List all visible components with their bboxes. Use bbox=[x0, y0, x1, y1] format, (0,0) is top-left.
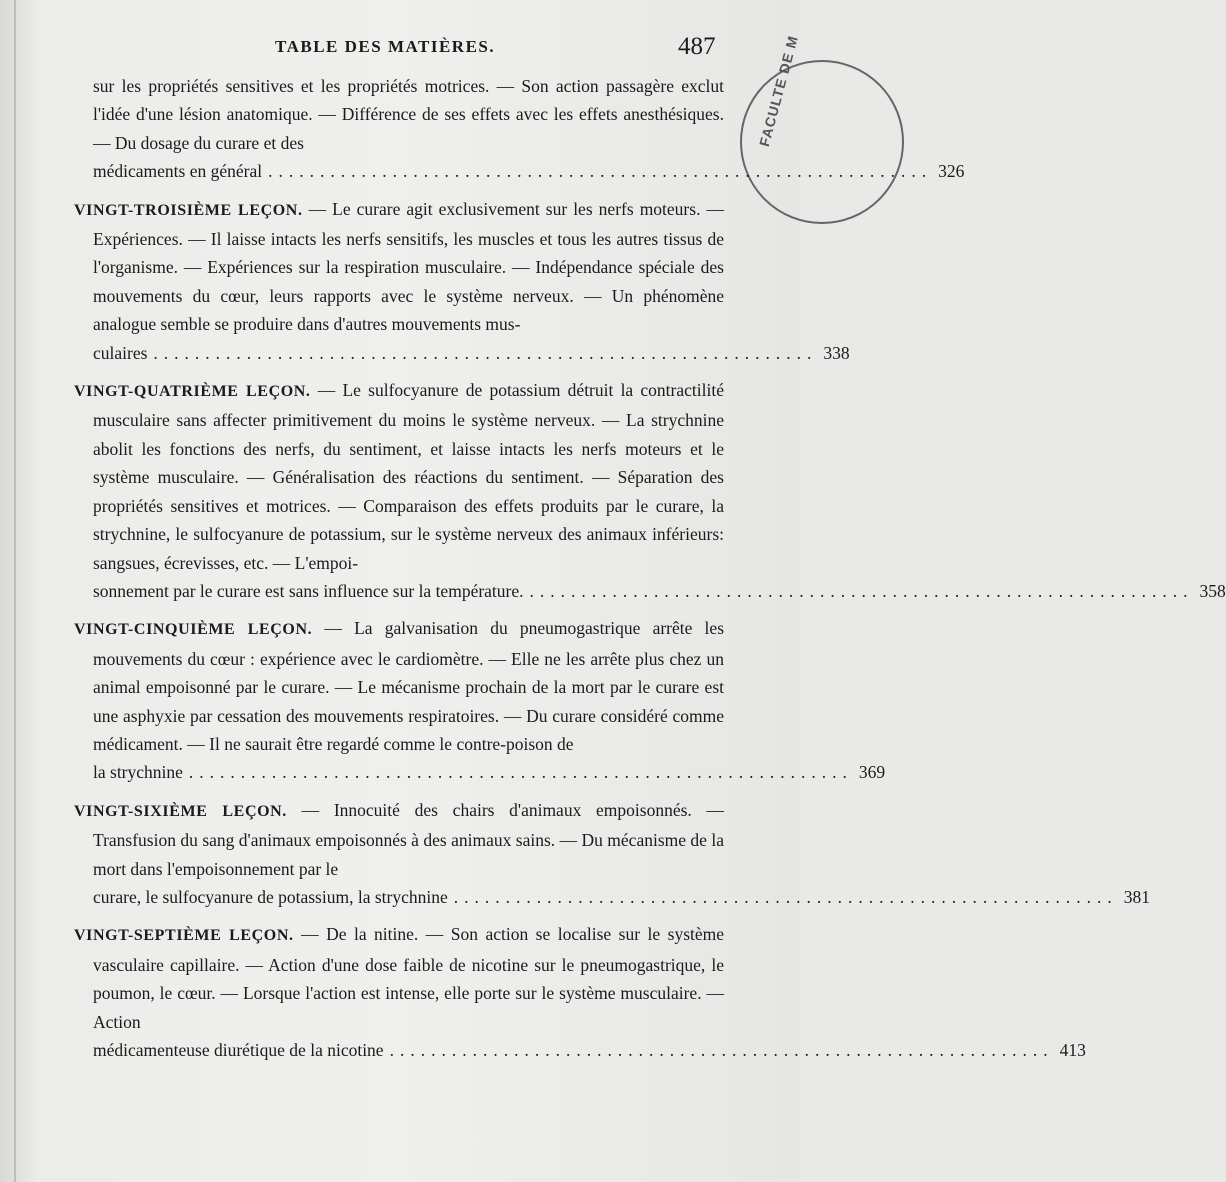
toc-entry-lesson-26 bbox=[74, 796, 1150, 912]
dot-leader: ................................................................ bbox=[268, 161, 933, 182]
dot-leader: ................................................................ bbox=[188, 762, 853, 783]
entry-last-text: culaires bbox=[93, 342, 148, 363]
entry-last-text: curare, le sulfocyanure de potassium, la strychnine bbox=[93, 886, 448, 907]
entry-body: — La galvanisation du pneumogastrique arrête les mouvements du cœur : expérience avec le cardiomètre. — Elle ne les arrête plus chez un animal empoisonné par le curare. — Le mécanisme prochain de la mort par le curare est une asphyxie par cessation des mouvements respiratoires. — Du curare considéré comme médicament. — Il ne saurait être regardé comme le contre-poison de bbox=[93, 618, 725, 754]
dot-leader: ................................................................ bbox=[153, 342, 818, 363]
toc-entry-lesson-23 bbox=[74, 195, 850, 367]
entry-page-number: 369 bbox=[858, 762, 886, 783]
entry-body: sur les propriétés sensitives et les propriétés motrices. — Son action passagère exclut l'idée d'une lésion anatomique. — Différence de ses effets avec les effets anesthésiques. — Du dosage du curare et des bbox=[93, 76, 724, 153]
entry-page-number: 413 bbox=[1059, 1040, 1086, 1060]
page-number: 487 bbox=[678, 33, 716, 60]
running-title: TABLE DES MATIÈRES. bbox=[275, 37, 496, 56]
entry-page-number: 358 bbox=[1199, 580, 1226, 601]
entry-last-line bbox=[93, 883, 1150, 911]
entry-body: — Innocuité des chairs d'animaux empoisonnés. — Transfusion du sang d'animaux empoisonnés à des animaux sains. — Du mécanisme de la mort dans l'empoisonnement par le bbox=[93, 799, 725, 879]
stamp-text: FACULTE DE M bbox=[756, 33, 802, 149]
entry-page-number: 326 bbox=[938, 161, 965, 182]
entry-body: — Le sulfocyanure de potassium détruit la contractilité musculaire sans affecter primitivement du moins le système nerveux. — La strychnine abolit les fonctions des nerfs, du sentiment, et laisse intacts les nerfs moteurs et le système musculaire. — Généralisation des réactions du sentiment. — Séparation des propriétés sensitives et motrices. — Comparaison des effets produits par le curare, la strychnine, le sulfocyanure de potassium, sur le système nerveux des animaux inférieurs: sangsues, écrevisses, etc. — L'empoi- bbox=[93, 380, 724, 573]
lesson-title: VINGT-CINQUIÈME LEÇON. bbox=[74, 621, 313, 639]
lesson-title: VINGT-SEPTIÈME LEÇON. bbox=[74, 927, 294, 945]
entry-body: — Le curare agit exclusivement sur les nerfs moteurs. — Expériences. — Il laisse intacts les nerfs sensitifs, les muscles et tous les autres tissus de l'organisme. — Expériences sur la respiration musculaire. — Indépendance spéciale des mouvements du cœur, leurs rapports avec le système nerveux. — Un phénomène analogue semble se produire dans d'autres mouvements mus- bbox=[93, 198, 724, 335]
lesson-title: VINGT-SIXIÈME LEÇON. bbox=[74, 802, 287, 820]
lesson-title: VINGT-TROISIÈME LEÇON. bbox=[74, 201, 303, 219]
entry-last-line bbox=[93, 157, 965, 185]
dot-leader: ................................................................ bbox=[529, 580, 1194, 601]
entry-last-line bbox=[93, 758, 886, 786]
page-edge bbox=[14, 0, 16, 1182]
library-stamp bbox=[740, 33, 904, 224]
page-header bbox=[0, 33, 800, 63]
toc-entry-lesson-24 bbox=[74, 376, 1226, 605]
entry-body: — De la nitine. — Son action se localise sur le système vasculaire capillaire. — Action d'une dose faible de nicotine sur le pneumogastrique, le poumon, le cœur. — Lorsque l'action est intense, elle porte sur le système musculaire. — Action bbox=[93, 924, 725, 1032]
entry-page-number: 381 bbox=[1123, 886, 1150, 907]
entry-last-text: médicaments en général bbox=[93, 161, 263, 182]
entry-page-number: 338 bbox=[823, 342, 850, 363]
entry-last-text: la strychnine bbox=[93, 762, 183, 783]
toc-entry-lesson-27 bbox=[74, 920, 1086, 1064]
dot-leader: ................................................................ bbox=[453, 886, 1118, 907]
entry-last-line bbox=[93, 1036, 1086, 1064]
entry-last-text: sonnement par le curare est sans influence sur la température. bbox=[93, 580, 524, 601]
lesson-title: VINGT-QUATRIÈME LEÇON. bbox=[74, 383, 311, 401]
entry-last-text: médicamenteuse diurétique de la nicotine bbox=[93, 1040, 384, 1060]
entry-last-line bbox=[93, 339, 850, 367]
toc-entry-lesson-25 bbox=[74, 614, 886, 786]
entry-last-line bbox=[93, 577, 1226, 605]
dot-leader: ................................................................ bbox=[389, 1040, 1054, 1060]
